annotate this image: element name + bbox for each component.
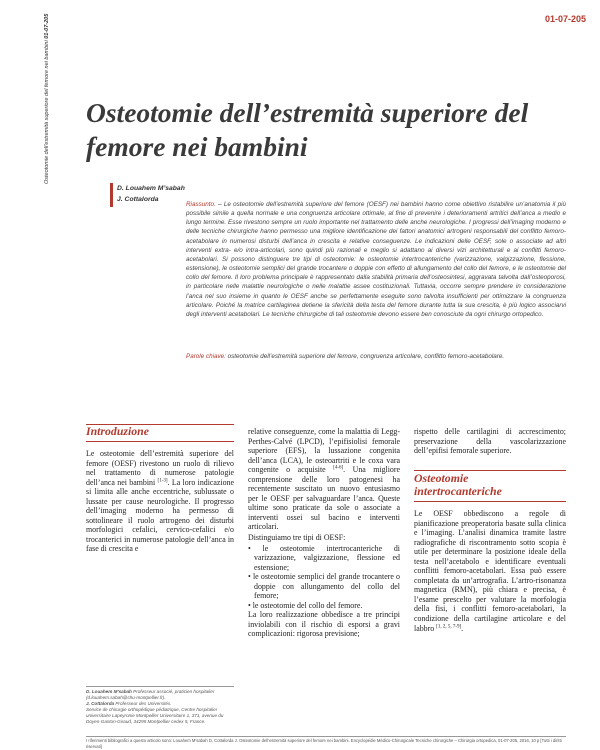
running-head-text: Osteotomie dell’estremità superiore del femore nei bambini — [44, 40, 50, 185]
author-list — [117, 183, 185, 205]
citation: [1-3] — [157, 478, 168, 484]
paragraph: rispetto delle cartilagini di accrescimento; preservazione della vascolarizzazione dell’epifisi femorale superiore. — [414, 427, 566, 456]
section-title-line: Osteotomie — [414, 471, 469, 485]
author-affiliations — [86, 689, 236, 725]
article-code: 01-07-205 — [544, 14, 586, 24]
column-1 — [86, 449, 234, 555]
running-head-code: 01-07-205 — [44, 14, 50, 40]
abstract — [186, 200, 566, 319]
running-head-vertical — [44, 14, 50, 314]
text-run: Le osteotomie dell’estremità superiore del femore (OESF) rivestono un ruolo di rilievo nel trattamento di numerose patologie dell’anca nei bambini — [86, 449, 234, 487]
footer-rule — [86, 736, 566, 737]
section-title-osteotomie-intertrocanteriche — [414, 472, 502, 498]
citation: [1, 2, 5, 7-9] — [436, 623, 462, 629]
section-title-introduzione: Introduzione — [86, 424, 149, 438]
keywords-text: osteotomie dell’estremità superiore del femore, congruenza articolare, conflitto femoro-acetabolare. — [225, 353, 505, 360]
column-2 — [248, 427, 400, 640]
affiliation-text: Professeur des Universités. — [114, 701, 172, 706]
keywords-label: Parole chiave: — [186, 353, 226, 360]
section-rule-bottom — [86, 441, 234, 442]
paragraph: La loro realizzazione obbedisce a tre principi inviolabili con il rischio di esporsi a gravi complicazioni: rigorosa previsione; — [248, 610, 400, 639]
osteotomy-types-list — [248, 544, 400, 611]
list-item: • le osteotomie intertrocanteriche di varizzazione, valgizzazione, flessione ed estensione; — [248, 543, 400, 572]
column-3 — [414, 427, 566, 457]
paragraph — [86, 449, 234, 554]
affiliation-line: Service de chirurgie orthopédique pédiatrique, Centre hospitalier universitaire Lapeyronie Montpellier Universitaire 1, 371, avenue du Doyen-Gaston-Giraud, 34295 Montpellier cedex 5, France. — [86, 707, 224, 724]
list-item: • le osteotomie del collo del femore. — [248, 600, 363, 610]
paragraph: Distinguiamo tre tipi di OESF: — [248, 533, 346, 543]
keywords — [186, 352, 566, 361]
paragraph — [248, 427, 400, 532]
article-title: Osteotomie dell’estremità superiore del femore nei bambini — [86, 97, 529, 162]
affiliation-author: D. Louahem M’sabah — [86, 689, 132, 694]
paragraph — [414, 509, 566, 633]
affiliation-line — [86, 689, 236, 701]
author-name: J. Cottalorda — [117, 196, 159, 203]
text-run: . La loro indicazione si limita alle anche eccentriche, sublussate o lussate per cause neurologiche. Il progresso dell’imaging moderno ha permesso di sottolineare il ruolo artrogeno dei disturbi morfologici cefalici, cervico-cefalici e/o trocanterici in numerose patologie dell’anca in fase di crescita e — [86, 477, 235, 554]
author-accent-bar — [110, 183, 113, 207]
affiliation-author: J. Cottalorda — [86, 701, 115, 706]
citation: [4-6] — [333, 465, 344, 471]
section-rule-bottom — [414, 501, 566, 502]
section-title-line: intertrocanteriche — [414, 484, 502, 498]
column-3-continued — [414, 509, 566, 634]
abstract-label: Riassunto. — [186, 201, 216, 208]
author-name: D. Louahem M’sabah — [117, 185, 185, 192]
text-run: Le OESF obbediscono a regole di pianificazione preoperatoria basate sulla clinica e l’imaging. L’analisi dinamica tramite lastre radiografiche di riscontramento sotto scopia è utile per determinare la posizione ideale della testa nell’acetabolo e identificare eventuali conflitti femoro-acetabolari. Essa può essere completata da un’artrografia. L’artro-risonanza magnetica (RMN), più chiara e precisa, è l’esame prescelto per valutare la morfologia della fisi, i conflitti femoro-acetabolari, la condizione della cartilagine articolare e del labbro — [414, 509, 566, 633]
text-run: . Una migliore comprensione delle loro patogenesi ha recentemente suscitato un nuovo entusiasmo per le OESF per salvaguardare l’anca. Queste ultime sono praticate da sole o associate a interventi ossei sul bacino e interventi articolari. — [248, 465, 400, 532]
text-run: relative conseguenze, come la malattia di Legg-Perthes-Calvé (LPCD), l’epifisiolisi femorale superiore (EFS), la lussazione congenita dell’anca (LCA), le osteoartriti e le coxa vara congenite o acquisite — [248, 427, 400, 475]
affiliation-text: Professeur associé, praticien hospitalier (d.louahem.sabah@chu-montpellier.fr). — [86, 689, 215, 700]
citation-footer: I riferimenti bibliografici a questo articolo sono: Louahem M’sabah D, Cottalorda J. Osteotomie dell’estremità superiore del femore nei bambini. Encyclopédie Médico-Chirurgicale Tecniche chirurgiche – Chirurgia ortopedica, 01-07-205, 2016, 10 p [Tutti i diritti riservati] — [86, 738, 562, 749]
abstract-text: – Le osteotomie dell’estremità superiore del femore (OESF) nei bambini hanno come obiettivo ristabilire un’anatomia il più possibile simile a quella normale e una congruenza articolare ottimale, al fine di prevenire i deterioramenti artritici dell’anca a medio e lungo termine. Esse rivestono sempre un ruolo importante nel trattamento delle anche neurologiche. I progressi dell’imaging moderno e delle tecniche chirurgiche hanno permesso una migliore identificazione dei fattori anatomici artrogeni responsabili del conflitto femoro-acetabolare in numerosi disturbi dell’anca in crescita e relative conseguenze. Le indicazioni delle OESF, sole o associate ad altri interventi extra- e/o intra-articolari, sono quindi più razionali e meglio si adattano ai diversi vizi architetturali e ai conflitti femoro-acetabolari. Si possono distinguere tre tipi di osteotomie: le osteotomie intertrocanteriche (varizzazione, valgizzazione, flessione, estensione), le osteotomie semplici del grande trocantere o doppie con effetto di allungamento del collo del femore, e le osteotomie del collo del femore. Il loro problema principale è rappresentato dalla stabilità primaria dell’osteosintesi, aggravata talvolta dall’osteoporosi, in particolare nelle malattie neurologiche o nelle malattie assee costituzionali. Tuttavia, occorre sempre prendere in considerazione l’anca nel suo insieme in quanto le OESF anche se perfettamente eseguite sono talvolta insufficienti per ottimizzare la congruenza articolare. Poiché la matrice cartilaginea detiene la sfericità della testa del femore durante tutta la sua crescita, è più logico associarvi degli interventi acetabolari. Le tecniche chirurgiche di tali osteotomie devono essere ben conosciute da ogni chirurgo ortopedico. — [186, 201, 566, 318]
text-run: . — [461, 623, 464, 633]
list-item: • le osteotomie semplici del grande trocantere o doppie con allungamento del collo del femore; — [248, 572, 400, 601]
affiliation-rule — [86, 686, 234, 687]
